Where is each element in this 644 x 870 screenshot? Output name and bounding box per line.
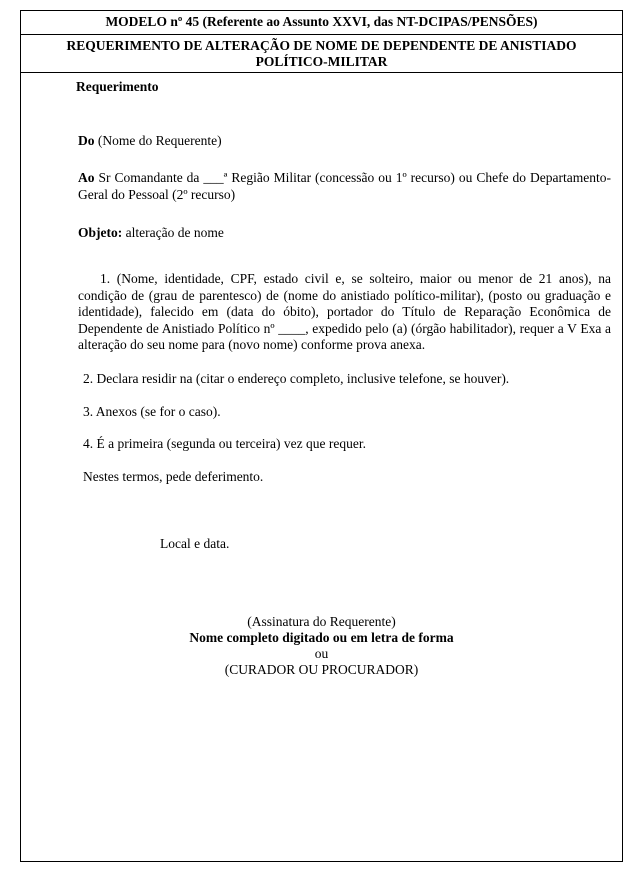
document-title bbox=[21, 35, 622, 73]
model-header-text: MODELO nº 45 (Referente ao Assunto XXVI, das NT-DCIPAS/PENSÕES) bbox=[105, 14, 538, 29]
from-line bbox=[78, 133, 611, 150]
object-text: alteração de nome bbox=[122, 225, 224, 240]
signature-name-line: Nome completo digitado ou em letra de forma bbox=[189, 630, 454, 645]
form-frame bbox=[20, 10, 623, 862]
model-header bbox=[21, 11, 622, 35]
from-text: (Nome do Requerente) bbox=[94, 133, 222, 148]
object-line bbox=[78, 225, 611, 242]
paragraph-2: 2. Declara residir na (citar o endereço completo, inclusive telefone, se houver). bbox=[83, 371, 510, 386]
paragraph-3: 3. Anexos (se for o caso). bbox=[83, 404, 221, 419]
to-line bbox=[78, 170, 611, 203]
signature-line: (Assinatura do Requerente) bbox=[247, 614, 396, 629]
to-label: Ao bbox=[78, 170, 95, 185]
section-label: Requerimento bbox=[76, 79, 159, 94]
signature-block bbox=[21, 614, 622, 678]
paragraph-4: 4. É a primeira (segunda ou terceira) vez que requer. bbox=[83, 436, 366, 451]
document-title-text: REQUERIMENTO DE ALTERAÇÃO DE NOME DE DEPENDENTE DE ANISTIADO POLÍTICO-MILITAR bbox=[66, 38, 577, 69]
object-label: Objeto: bbox=[78, 225, 123, 240]
signature-curator-line: (CURADOR OU PROCURADOR) bbox=[224, 662, 419, 677]
paragraph-1: 1. (Nome, identidade, CPF, estado civil e, se solteiro, maior ou menor de 21 anos), na condição de (grau de parentesco) de (nome do anistiado político-militar), (posto ou graduação e identidade), falecido em (data do óbito), portador do Título de Reparação Econômica de Dependente de Anistiado Político nº ____, expedido pelo (a) (órgão habilitador), requer a V Exa a alteração do seu nome para (novo nome) conforme prova anexa. bbox=[78, 271, 611, 352]
signature-or-line: ou bbox=[314, 646, 329, 661]
closing-line: Nestes termos, pede deferimento. bbox=[83, 469, 264, 484]
to-text: Sr Comandante da ___ª Região Militar (concessão ou 1º recurso) ou Chefe do Departamento-Geral do Pessoal (2º recurso) bbox=[78, 170, 611, 202]
place-date: Local e data. bbox=[160, 536, 230, 551]
from-label: Do bbox=[78, 133, 95, 148]
